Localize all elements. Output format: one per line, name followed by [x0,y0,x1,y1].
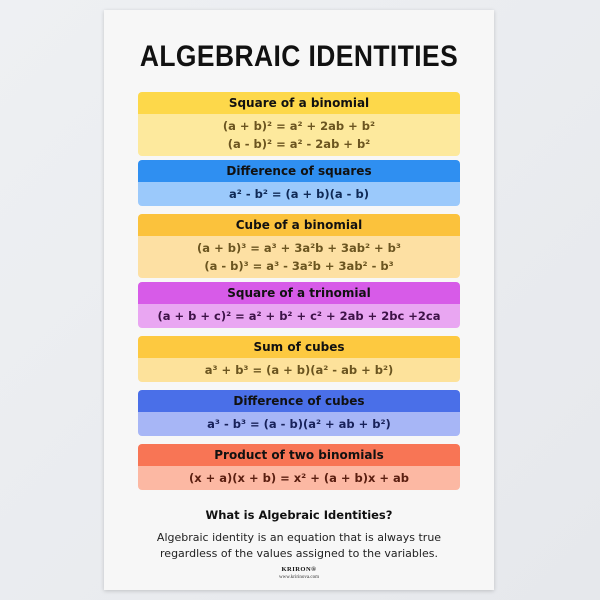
card-formulas [138,466,460,490]
card-formulas [138,412,460,436]
card-formulas [138,236,460,278]
formula-line: a³ + b³ = (a + b)(a² - ab + b²) [204,363,394,377]
card-heading: Square of a binomial [138,92,460,114]
card-square-of-trinomial [138,282,460,328]
card-formulas [138,358,460,382]
card-sum-of-cubes [138,336,460,382]
card-heading: Cube of a binomial [138,214,460,236]
brand-url: www.kririnova.com [279,575,319,580]
card-difference-of-squares [138,160,460,206]
card-difference-of-cubes [138,390,460,436]
card-square-of-binomial [138,92,460,156]
card-formulas [138,114,460,156]
formula-line: a³ - b³ = (a - b)(a² + ab + b²) [207,417,391,431]
poster-title: ALGEBRAIC IDENTITIES [139,40,459,73]
card-product-of-two-binomials [138,444,460,490]
question-heading: What is Algebraic Identities? [205,508,393,522]
card-formulas [138,182,460,206]
formula-line: a² - b² = (a + b)(a - b) [229,187,369,201]
formula-line: (a + b + c)² = a² + b² + c² + 2ab + 2bc +2ca [157,309,441,323]
card-heading: Difference of cubes [138,390,460,412]
description-text: Algebraic identity is an equation that is always true regardless of the values assigned to the variables. [156,531,442,560]
brand-logo: KRIRON® [281,566,317,573]
poster [104,10,494,590]
card-cube-of-binomial [138,214,460,278]
card-heading: Sum of cubes [138,336,460,358]
formula-line: (x + a)(x + b) = x² + (a + b)x + ab [188,471,410,485]
card-formulas [138,304,460,328]
formula-line: (a - b)³ = a³ - 3a²b + 3ab² - b³ [204,259,394,273]
formula-line: (a + b)² = a² + 2ab + b² [222,119,376,133]
card-heading: Difference of squares [138,160,460,182]
formula-line: (a + b)³ = a³ + 3a²b + 3ab² + b³ [197,241,401,255]
card-heading: Square of a trinomial [138,282,460,304]
formula-line: (a - b)² = a² - 2ab + b² [227,137,371,151]
card-heading: Product of two binomials [138,444,460,466]
